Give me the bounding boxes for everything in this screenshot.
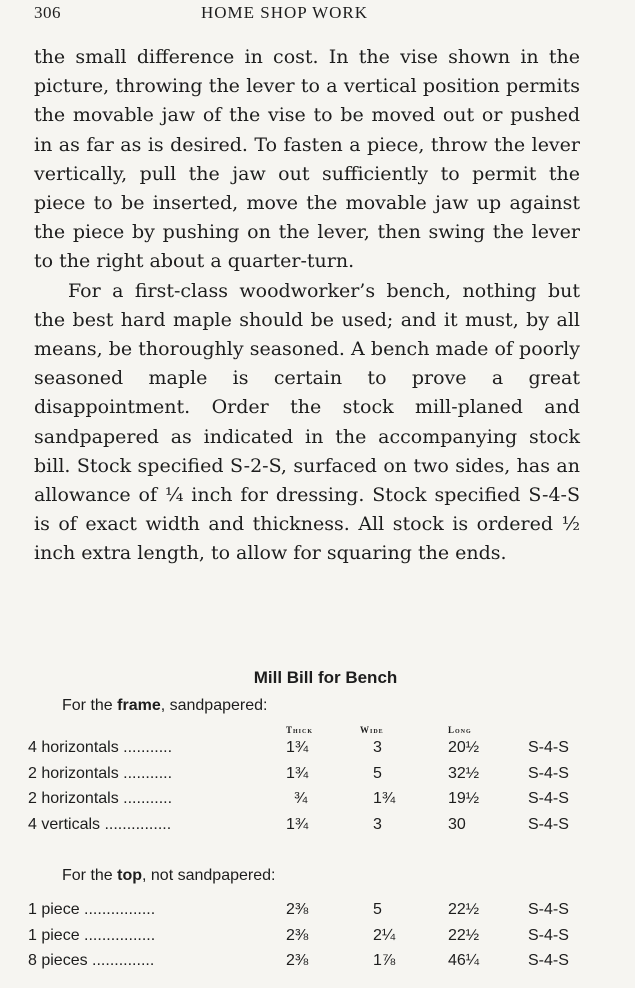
row-item: 1 piece ................ xyxy=(28,901,156,918)
row-item: 1 piece ................ xyxy=(28,926,156,944)
top-section-heading xyxy=(62,867,588,885)
row-long: 30 xyxy=(448,815,466,833)
running-head: HOME SHOP WORK xyxy=(201,3,369,22)
row-spec: S-4-S xyxy=(528,952,569,969)
frame-heading-bold: frame xyxy=(117,697,161,714)
paragraph-1: the small difference in cost. In the vise shown in the picture, throwing the lever to a vertical position permits the movable jaw of the vise to be moved out or pushed in as far as is desired. To fasten a piece, throw the lever vertically, pull the jaw out sufficiently to permit the piece to be inserted, move the movable jaw up against the piece by pushing on the lever, then swing the lever to the right about a quarter-turn. xyxy=(34,46,580,273)
column-header-wide: Wide xyxy=(360,725,384,735)
row-item: 8 pieces .............. xyxy=(28,952,155,969)
row-item: 2 horizontals ........... xyxy=(28,790,173,807)
row-wide: 3 xyxy=(373,815,382,833)
row-long: 46¼ xyxy=(448,952,480,969)
table-row xyxy=(28,739,588,765)
mill-bill-title: Mill Bill for Bench xyxy=(253,668,398,687)
row-long: 32½ xyxy=(448,764,480,782)
row-thick: 2⅜ xyxy=(286,926,309,944)
top-heading-suffix: , not sandpapered: xyxy=(142,867,276,884)
frame-rows xyxy=(28,739,588,841)
row-wide: 5 xyxy=(373,901,382,918)
row-spec: S-4-S xyxy=(528,926,569,944)
row-spec: S-4-S xyxy=(528,764,569,782)
row-item: 2 horizontals ........... xyxy=(28,764,173,782)
table-row xyxy=(28,927,588,953)
row-thick: 1¾ xyxy=(286,739,309,756)
table-row xyxy=(28,765,588,791)
top-heading-prefix: For the xyxy=(62,867,118,884)
column-header-long: Long xyxy=(448,725,472,735)
top-rows xyxy=(28,901,588,978)
row-wide: 2¼ xyxy=(373,926,396,944)
row-item: 4 verticals ............... xyxy=(28,815,172,833)
row-wide: 1¾ xyxy=(373,790,396,807)
row-wide: 5 xyxy=(373,764,382,782)
table-row xyxy=(28,816,588,842)
column-headers xyxy=(28,721,588,739)
row-thick: 1¾ xyxy=(286,764,309,782)
frame-section-heading xyxy=(62,697,588,715)
row-spec: S-4-S xyxy=(528,815,569,833)
table-row xyxy=(28,952,588,978)
row-thick: 1¾ xyxy=(286,815,309,833)
row-spec: S-4-S xyxy=(528,901,569,918)
frame-heading-prefix: For the xyxy=(62,697,118,714)
page-header xyxy=(34,3,601,27)
row-long: 20½ xyxy=(448,739,480,756)
frame-heading-suffix: , sandpapered: xyxy=(160,697,268,714)
row-long: 22½ xyxy=(448,901,480,918)
row-item: 4 horizontals ........... xyxy=(28,739,173,756)
table-row xyxy=(28,790,588,816)
row-spec: S-4-S xyxy=(528,739,569,756)
page-number: 306 xyxy=(34,3,61,22)
row-long: 19½ xyxy=(448,790,480,807)
row-wide: 3 xyxy=(373,739,382,756)
row-thick: ¾ xyxy=(294,790,308,807)
row-thick: 2⅜ xyxy=(286,901,309,918)
row-long: 22½ xyxy=(448,926,480,944)
row-wide: 1⅞ xyxy=(373,952,396,969)
column-header-thick: Thick xyxy=(286,725,314,735)
paragraph-2: For a first-class woodworker’s bench, nothing but the best hard maple should be used; and it must, by all means, be thoroughly seasoned. A bench made of poorly seasoned maple is certain to prove a great disappointment. Order the stock mill-planed and sandpapered as indicated in the accompanying stock bill. Stock specified S-2-S, surfaced on two sides, has an allowance of ¼ inch for dressing. Stock specified S-4-S is of exact width and thickness. All stock is ordered ½ inch extra length, to allow for squaring the ends. xyxy=(34,279,580,565)
row-spec: S-4-S xyxy=(528,790,569,807)
row-thick: 2⅜ xyxy=(286,952,309,969)
mill-bill xyxy=(28,668,588,978)
top-heading-bold: top xyxy=(117,867,143,884)
body-text xyxy=(34,43,580,569)
table-row xyxy=(28,901,588,927)
